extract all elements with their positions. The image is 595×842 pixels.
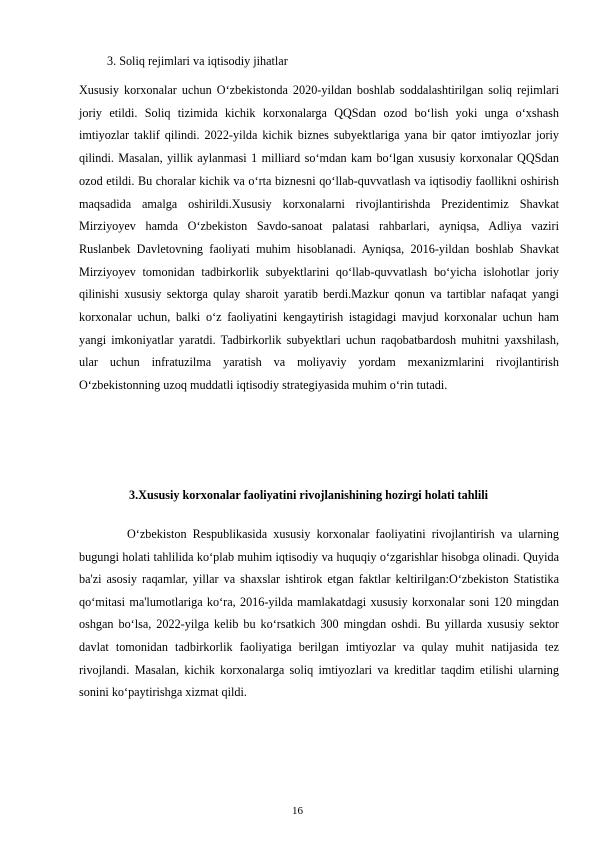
section-heading: 3.Xususiy korxonalar faoliyatini rivojlanishining hozirgi holati tahlili	[129, 488, 489, 502]
page-number: 16	[292, 805, 303, 817]
subsection-heading: 3. Soliq rejimlari va iqtisodiy jihatlar	[107, 54, 288, 68]
paragraph-tax-regimes: Xususiy korxonalar uchun O‘zbekistonda 2020-yildan boshlab soddalashtirilgan soliq rejimlari joriy etildi. Soliq tizimida kichik korxonalarga QQSdan ozod bo‘lish yoki unga o‘xshash imtiyozlar taklif qilindi. 2022-yilda kichik biznes subyektlariga yana bir qator imtiyozlar joriy qilindi. Masalan, yillik aylanmasi 1 milliard so‘mdan kam bo‘lgan xususiy korxonalar QQSdan ozod etildi. Bu choralar kichik va o‘rta biznesni qo‘llab-quvvatlash va iqtisodiy faollikni oshirish maqsadida amalga oshirildi.Xususiy korxonalarni rivojlantirishda Prezidentimiz Shavkat Mirziyoyev hamda O‘zbekiston Savdo-sanoat palatasi rahbarlari, ayniqsa, Adliya vaziri Ruslanbek Davletovning faoliyati muhim hisoblanadi. Ayniqsa, 2016-yildan boshlab Shavkat Mirziyoyev tomonidan tadbirkorlik subyektlarini qo‘llab-quvvatlash bo‘yicha islohotlar joriy qilinishi xususiy sektorga qulay sharoit yaratib berdi.Mazkur qonun va tartiblar nafaqat yangi korxonalar uchun, balki o‘z faoliyatini kengaytirish istagidagi mavjud korxonalar uchun ham yangi imkoniyatlar yaratdi. Tadbirkorlik subyektlari uchun raqobatbardosh muhitni yaxshilash, ular uchun infratuzilma yaratish va moliyaviy yordam mexanizmlarini rivojlantirish O‘zbekistonning uzoq muddatli iqtisodiy strategiyasida muhim o‘rin tutadi.	[79, 83, 559, 393]
paragraph-current-state: O‘zbekiston Respublikasida xususiy korxonalar faoliyatini rivojlantirish va ularning bugungi holati tahlilida ko‘plab muhim iqtisodiy va huquqiy o‘zgarishlar hisobga olinadi. Quyida ba'zi asosiy raqamlar, yillar va shaxslar ishtirok etgan faktlar keltirilgan:O‘zbekiston Statistika qo‘mitasi ma'lumotlariga ko‘ra, 2016-yilda mamlakatdagi xususiy korxonalar soni 120 mingdan oshgan bo‘lsa, 2022-yilga kelib bu ko‘rsatkich 300 mingdan oshdi. Bu yillarda xususiy sektor davlat tomonidan tadbirkorlik faoliyatiga berilgan imtiyozlar va qulay muhit natijasida tez rivojlandi. Masalan, kichik korxonalarga soliq imtiyozlari va kreditlar taqdim etilishi ularning sonini ko‘paytirishga xizmat qildi.	[79, 527, 559, 700]
